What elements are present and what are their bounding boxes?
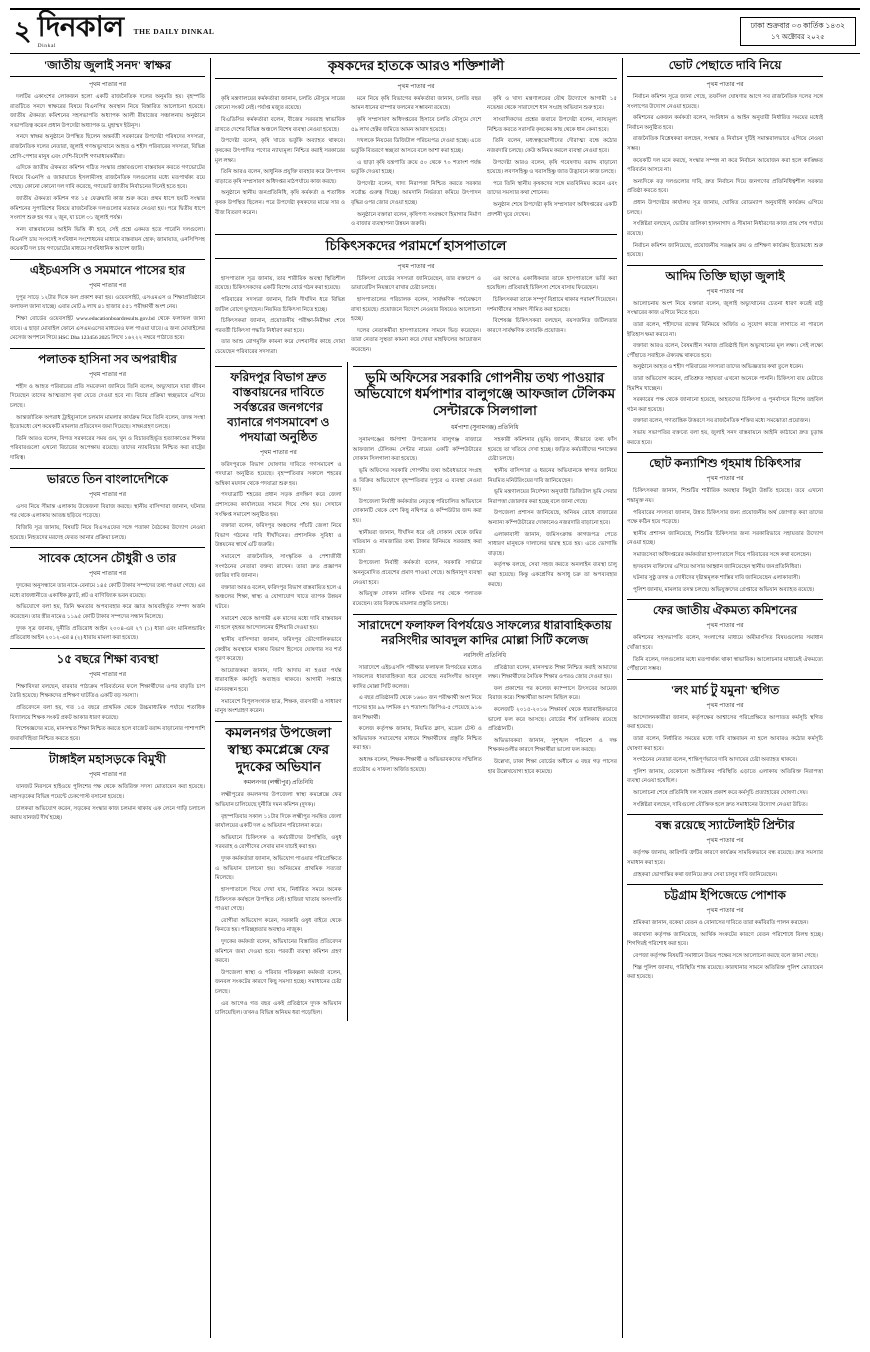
- headline: ফরিদপুর বিভাগ দ্রুত বাস্তবায়নের দাবিতে সর্বস্তরের জনগণের ব্যানারে গণসমাবেশ ও পদযাত্রা অনুষ্ঠিত: [227, 369, 330, 444]
- paragraph: ভূমি অফিসের সরকারি গোপনীয় তথ্য অবৈধভাবে সংগ্রহ ও বিক্রির অভিযোগে বৃহস্পতিবার দুপুরে এ ব্যবস্থা নেওয়া হয়।: [352, 468, 482, 494]
- date-box: [740, 17, 856, 45]
- paragraph: অনুষ্ঠানে বক্তারা বলেন, কৃষিপণ্য সংরক্ষণে হিমাগার নির্মাণ ও বাজার ব্যবস্থাপনা উন্নয়ন জরুরি।: [351, 211, 481, 228]
- article-body: [10, 93, 205, 255]
- paragraph: বিশেষজ্ঞ চিকিৎসকরা বলছেন, বয়সজনিত জটিলতার কারণে সার্বক্ষণিক তদারকি প্রয়োজন।: [487, 318, 617, 334]
- paragraph: পুলিশ জানায়, মামলার তদন্ত চলছে। অভিযুক্তদের গ্রেপ্তারে অভিযান অব্যাহত রয়েছে।: [633, 586, 815, 593]
- paragraph: সভায় সভাপতির বক্তব্যে বলা হয়, জুলাই সনদ বাস্তবায়নে আইনি কাঠামো দ্রুত চূড়ান্ত করতে হবে।: [627, 430, 823, 446]
- masthead-right: [630, 10, 860, 53]
- paragraph: সমাবেশ থেকে আগামী এক মাসের মধ্যে দাবি বাস্তবায়ন না হলে বৃহত্তর আন্দোলনের হুঁশিয়ারি দেওয়া হয়।: [215, 615, 342, 632]
- headline: সারাদেশে ফলাফল বিপর্যয়েও সাফল্যের ধারাবাহিকতায় নরসিংদীর আবদুল কাদির মোল্লা সিটি কলেজ: [358, 617, 612, 647]
- article-palatak-hasina: [10, 348, 205, 464]
- paragraph: চিকিৎসকরা জানান, শিশুটির শারীরিক অবস্থার কিছুটা উন্নতি হয়েছে। তবে এখনো শঙ্কামুক্ত নয়।: [627, 488, 823, 504]
- paragraph: উপজেলা নির্বাহী কর্মকর্তার নেতৃত্বে পরিচালিত অভিযানে দোকানটি থেকে বেশ কিছু নথিপত্র ও কম্পিউটার জব্দ করা হয়।: [352, 498, 482, 525]
- byline: নরসিংদী প্রতিনিধি: [463, 652, 507, 659]
- article-tangail-mohasarak: [10, 748, 205, 823]
- rule: [10, 547, 205, 548]
- masthead-left: [10, 10, 225, 53]
- headline: ভোট পেছাতে দাবি নিয়ে: [668, 58, 782, 72]
- paragraph: শিক্ষা বোর্ডের ওয়েবসাইট www.educationboardresults.gov.bd থেকে ফলাফল জানা যাবে। এ ছাড়া মোবাইল ফোনে এসএমএসের মাধ্যমেও ফল পাওয়া যাবে। এ জন্য মোবাইলের মেসেজ অপশনে গিয়ে HSC Dha 123456 2025 লিখে ১৬২২২ নম্বরে পাঠাতে হবে।: [10, 315, 205, 342]
- masthead-spacer: [225, 10, 630, 53]
- article-long-march-to-jamuna: [627, 679, 823, 810]
- paragraph: ফরিদপুরকে বিভাগ ঘোষণার দাবিতে গণসমাবেশ ও পদযাত্রা অনুষ্ঠিত হয়েছে। বৃহস্পতিবার সকালে শহরের অম্বিকা ময়দান থেকে পদযাত্রা শুরু হয়।: [215, 461, 342, 487]
- paragraph: রোগীরা অভিযোগ করেন, সরকারি ওষুধ বাইরে থেকে কিনতে হয়। পরিচ্ছন্নতার অবস্থাও নাজুক।: [215, 917, 342, 934]
- paragraph: উপজেলা প্রশাসন জানিয়েছে, অনিয়ম রোধে বাজারের অন্যান্য কম্পিউটারের দোকানেও নজরদারি বাড়ানো হবে।: [487, 510, 617, 527]
- paragraph: প্রধান উপদেষ্টার কার্যালয় সূত্র জানায়, ঘোষিত রোডম্যাপ অনুযায়ীই কার্যক্রম এগিয়ে চলছে।: [627, 200, 823, 216]
- paragraph: তারা বলেন, নির্ধারিত সময়ের মধ্যে দাবি বাস্তবায়ন না হলে আবারও কঠোর কর্মসূচি ঘোষণা করা হবে।: [627, 736, 823, 752]
- paragraph: শ্রমিকরা জানান, বকেয়া বেতন ও বোনাসের দাবিতে তারা কর্মবিরতি পালন করছেন।: [633, 920, 809, 927]
- byline: পৃথম পাতার পর: [397, 83, 435, 90]
- article-faridpur-bibhag: [215, 362, 342, 1021]
- headline: 'জাতীয় জুলাই সনদ' স্বাক্ষর: [43, 58, 172, 72]
- headline: ১৫ বছরে শিক্ষা ব্যবস্থা: [56, 651, 159, 666]
- article-bharate-tin-bangladeshi: [10, 468, 205, 543]
- paragraph: শহীদ ও আহত পরিবারের প্রতি সমবেদনা জানিয়ে তিনি বলেন, অভ্যুত্থানে যারা জীবন দিয়েছেন তাদের আত্মত্যাগ বৃথা যেতে দেওয়া হবে না। বিচার প্রক্রিয়া স্বচ্ছভাবে এগিয়ে চলছে।: [10, 383, 205, 410]
- paragraph: দখলকে নিয়মের ডিজিটাল পরিচয়পত্র দেওয়া হচ্ছে। এতে ভর্তুকি বিতরণে স্বচ্ছতা আসবে বলে আশা করা হচ্ছে।: [351, 138, 481, 154]
- byline: পৃথম পাতার পর: [88, 82, 127, 88]
- paragraph: স্থানীয় বাসিন্দারা এ ধরনের অভিযানকে স্বাগত জানিয়ে নিয়মিত মনিটরিংয়ের দাবি জানিয়েছেন।: [487, 468, 617, 484]
- rule: [10, 748, 205, 749]
- rule: [627, 452, 823, 453]
- article-bondho-satellite-printer: [627, 814, 823, 880]
- paragraph: নির্বাচন কমিশন সূত্রে জানা গেছে, তফসিল ঘোষণার আগে সব রাজনৈতিক দলের সঙ্গে সংলাপের উদ্যোগ নেওয়া হয়েছে।: [627, 94, 823, 110]
- paragraph: আলোচনায় অংশ নিয়ে বক্তারা বলেন, জুলাই অভ্যুত্থানের চেতনা ধারণ করেই রাষ্ট্র সংস্কারের কাজ এগিয়ে নিতে হবে।: [627, 300, 823, 317]
- paragraph: সরকারের পক্ষ থেকে জানানো হয়েছে, আহতদের চিকিৎসা ও পুনর্বাসনে বিশেষ তহবিল গঠন করা হয়েছে।: [627, 397, 823, 413]
- paragraph: বক্তারা বলেন, ফরিদপুর অঞ্চলের পাঁচটি জেলা নিয়ে বিভাগ গঠনের দাবি দীর্ঘদিনের। প্রশাসনিক সুবিধা ও উন্নয়নের স্বার্থে এটি জরুরি।: [215, 523, 342, 549]
- headline: ভূমি অফিসের সরকারি গোপনীয় তথ্য পাওয়ার অভিযোগে ধর্মপাশার বালুগঞ্জে আফজাল টেলিকম সেন্টারকে সিলগালা: [354, 369, 616, 419]
- paragraph: আন্তর্জাতিক অপরাধ ট্রাইব্যুনালে চলমান মামলার কার্যক্রম নিয়ে তিনি বলেন, তদন্ত সংস্থা ইতোমধ্যে বেশ কয়েকটি মামলার প্রতিবেদন জমা দিয়েছে। সাক্ষ্যগ্রহণ চলছে।: [10, 414, 205, 431]
- article-body: [353, 664, 617, 779]
- paragraph: দুদক সূত্র জানায়, দুর্নীতি প্রতিরোধ আইন ২০০৪-এর ২৭ (১) ধারা এবং মানিলন্ডারিং প্রতিরোধ আইন ২০১২-এর ৪ (২) ধারায় মামলা করা হয়েছে।: [10, 625, 205, 642]
- paragraph: প্রতিবেদনে বলা হয়, গত ১৫ বছরে প্রাথমিক থেকে উচ্চমাধ্যমিক পর্যায়ে শতাধিক বিদ্যালয়ে শিক্ষক সংকট প্রকট আকার ধারণ করেছে।: [10, 704, 205, 721]
- rule: [627, 884, 823, 885]
- headline: ফের জাতীয় ঐকমত্য কমিশনের: [652, 603, 798, 618]
- rule: [215, 258, 617, 259]
- column-divider: [210, 58, 211, 1338]
- logo-subtext: Dinkal: [37, 43, 57, 49]
- byline: পৃথম পাতার পর: [706, 838, 744, 845]
- rule: [353, 614, 617, 615]
- byline: পৃথম পাতার পর: [706, 82, 744, 88]
- paragraph: পরিবারের সদস্যরা জানান, তিনি দীর্ঘদিন ধরে বিভিন্ন জটিল রোগে ভুগছেন। নিয়মিত চিকিৎসা নিতে হচ্ছে।: [215, 296, 345, 313]
- paragraph: কৃষি মন্ত্রণালয়ের কর্মকর্তারা জানান, চলতি মৌসুমে সারের কোনো সংকট নেই। পর্যাপ্ত মজুত রয়েছে।: [215, 95, 345, 112]
- paragraph: হাসপাতালের পরিচালক বলেন, সার্বক্ষণিক পর্যবেক্ষণে রাখা হয়েছে। প্রয়োজনে বিদেশে নেওয়ার বিষয়েও আলোচনা হচ্ছে।: [351, 296, 481, 323]
- article-hsc-pass-rate: [10, 259, 205, 344]
- article-body: [353, 436, 617, 609]
- page-number: ২: [14, 16, 32, 46]
- article-body: [215, 275, 617, 358]
- column-divider: [347, 362, 348, 1021]
- paragraph: চিকিৎসকরা তাকে সম্পূর্ণ বিশ্রামে থাকার পরামর্শ দিয়েছেন। দর্শনার্থীদের সাক্ষাৎ সীমিত করা হয়েছে।: [487, 296, 617, 313]
- rule: [627, 679, 823, 680]
- article-adim-tikti-july: [627, 265, 823, 449]
- article-body: [627, 919, 823, 983]
- paragraph: বেপজা কর্তৃপক্ষ বিষয়টি সমাধানে উভয় পক্ষের সঙ্গে আলোচনা করছে বলে জানা গেছে।: [633, 952, 818, 959]
- paragraph: হাসপাতালে গিয়ে দেখা যায়, নির্ধারিত সময়ে অনেক চিকিৎসক কর্মস্থলে উপস্থিত নেই। হাজিরা খাতায় অসংগতি পাওয়া গেছে।: [215, 886, 342, 913]
- paragraph: অনুষ্ঠান শেষে উপদেষ্টা কৃষি সম্প্রসারণ অধিদপ্তরের একটি প্রদর্শনী ঘুরে দেখেন।: [487, 201, 617, 218]
- paragraph: আলোচনা শেষে প্রতিনিধি দল সন্তোষ প্রকাশ করে কর্মসূচি প্রত্যাহারের ঘোষণা দেয়।: [633, 790, 808, 797]
- paragraph: বিএডিসির কর্মকর্তারা বলেন, বীজের সরবরাহ স্বাভাবিক রাখতে দেশের বিভিন্ন অঞ্চলে বিশেষ ব্যবস্থা নেওয়া হয়েছে।: [215, 117, 345, 133]
- byline: পৃথম পাতার পর: [88, 772, 127, 779]
- paragraph: সমাজসেবা অধিদপ্তরের কর্মকর্তারা হাসপাতালে গিয়ে পরিবারের সঙ্গে কথা বলেছেন।: [633, 551, 812, 558]
- paragraph: এ বছর প্রতিষ্ঠানটি থেকে ১৬৬০ জন পরীক্ষার্থী অংশ নিয়ে পাসের হার ৯৯ দশমিক ৫৭ শতাংশ। জিপিএ-৫ পেয়েছে ৯১৬ জন শিক্ষার্থী।: [352, 695, 482, 721]
- paragraph: উপদেষ্টা আরও বলেন, কৃষি গবেষণায় বরাদ্দ বাড়ানো হয়েছে। লবণসহিষ্ণু ও খরাসহিষ্ণু জাত উদ্ভাবনে কাজ চলছে।: [487, 159, 617, 176]
- byline: পৃথম পাতার পর: [88, 282, 127, 289]
- headline: ভারতে তিন বাংলাদেশিকে: [46, 471, 169, 486]
- paragraph: শিল্প পুলিশ জানায়, পরিস্থিতি শান্ত রয়েছে। কারখানার সামনে অতিরিক্ত পুলিশ মোতায়েন করা হয়েছে।: [627, 964, 823, 981]
- paragraph: দুপুর সাড়ে ১২টার দিকে ফল প্রকাশ করা হয়। ওয়েবসাইট, এসএমএস ও শিক্ষাপ্রতিষ্ঠানে ফলাফল জানা যাচ্ছে। এবার মোট ৯ লাখ ৪১ হাজার ৫৫১ পরীক্ষার্থী অংশ নেয়।: [10, 294, 205, 311]
- paragraph: অভিযানে চিকিৎসক ও কর্মচারীদের উপস্থিতি, ওষুধ সরবরাহ ও রোগীদের সেবার মান যাচাই করা হয়।: [215, 834, 342, 851]
- rule: [10, 348, 205, 349]
- article-body: [215, 461, 342, 717]
- headline: এইচএসসি ও সমমানে পাসের হার: [29, 262, 186, 277]
- paragraph: মনে নিয়ে কৃষি বিভাগের কর্মকর্তারা জানান, চলতি বছর আমন ধানের বাম্পার ফলনের সম্ভাবনা রয়েছে।: [351, 95, 481, 112]
- paragraph: এলাকাবাসী জানান, জমিসংক্রান্ত কাগজপত্র পেতে সাধারণ মানুষকে দালালের দ্বারস্থ হতে হয়। এতে ভোগান্তি বাড়ছে।: [487, 531, 617, 557]
- paragraph: সুনামগঞ্জের ধর্মপাশা উপজেলার বালুগঞ্জ বাজারে আফজাল টেলিকম সেন্টার নামের একটি কম্পিউটারের দোকান সিলগালা করা হয়েছে।: [352, 437, 482, 463]
- headline: বন্ধ রয়েছে স্যাটেলাইট প্রিন্টার: [655, 818, 795, 833]
- paragraph: স্থানীয় প্রশাসন জানিয়েছে, শিশুটির চিকিৎসার জন্য সরকারিভাবে সহায়তার উদ্যোগ নেওয়া হচ্ছে।: [627, 530, 823, 547]
- paragraph: এর আগেও একাধিকবার তাকে হাসপাতালে ভর্তি করা হয়েছিল। প্রতিবারই চিকিৎসা শেষে বাসায় ফিরেছেন।: [487, 275, 617, 292]
- paragraph: সংশ্লিষ্টরা বলছেন, দাবিগুলো যৌক্তিক হলে দ্রুত সমাধানের উদ্যোগ নেওয়া উচিত।: [633, 801, 808, 808]
- byline: ধর্মপাশা (সুনামগঞ্জ) প্রতিনিধি: [451, 425, 519, 432]
- paragraph: পরে তিনি স্থানীয় কৃষকদের সঙ্গে মতবিনিময় করেন এবং তাদের সমস্যার কথা শোনেন।: [487, 180, 617, 197]
- article-body: [10, 383, 205, 464]
- paragraph: উপদেষ্টা বলেন, খাদ্য নিরাপত্তা নিশ্চিত করতে সরকার সর্বোচ্চ গুরুত্ব দিচ্ছে। আমদানি নির্ভরতা কমিয়ে উৎপাদন বৃদ্ধির ওপর জোর দেওয়া হচ্ছে।: [351, 180, 481, 206]
- paragraph: সাংবাদিকদের প্রশ্নের জবাবে উপদেষ্টা বলেন, ন্যায্যমূল্য নিশ্চিত করতে সরাসরি কৃষকের কাছ থেকে ধান কেনা হবে।: [487, 117, 617, 133]
- byline: পৃথম পাতার পর: [88, 671, 127, 678]
- headline: কমলনগর উপজেলা স্বাস্থ্য কমপ্লেক্সে ফের দুদকের অভিযান: [225, 724, 332, 774]
- paragraph: জাতীয় ঐকমত্য কমিশন গত ১৫ ফেব্রুয়ারি কাজ শুরু করে। প্রথম ধাপে ছয়টি সংস্কার কমিশনের সুপারিশের বিষয়ে রাজনৈতিক দলগুলোর মতামত নেওয়া হয়। পরে দ্বিতীয় ধাপে সংলাপ শুরু হয় গত ২ জুন, যা চলে ৩১ জুলাই পর্যন্ত।: [10, 196, 205, 222]
- article-bhumi-office: [353, 362, 617, 1021]
- column-4: [627, 58, 823, 1338]
- paragraph: স্থানীয়রা জানান, দীর্ঘদিন ধরে ওই দোকান থেকে জমির খতিয়ান ও নামজারির তথ্য টাকার বিনিময়ে সরবরাহ করা হতো।: [352, 529, 482, 555]
- article-body: [627, 300, 823, 449]
- article-vote-pechate-dabi: [627, 58, 823, 261]
- paragraph: প্রতিষ্ঠাতা বলেন, মানসম্মত শিক্ষা নিশ্চিত করাই আমাদের লক্ষ্য। শিক্ষার্থীদের নৈতিক শিক্ষার ওপরও জোর দেওয়া হয়।: [487, 664, 617, 681]
- headline: চিকিৎসকদের পরামর্শে হাসপাতালে: [325, 237, 507, 253]
- headline: টাঙ্গাইল মহাসড়কে বিমুখী: [49, 752, 166, 767]
- paragraph: কমিশনের সহসভাপতি বলেন, সংলাপের মাধ্যমে অমীমাংসিত বিষয়গুলোর সমাধান খোঁজা হবে।: [627, 635, 823, 651]
- paragraph: অভিভাবকরা জানান, সুশৃঙ্খল পরিবেশ ও দক্ষ শিক্ষকমণ্ডলীর কারণে শিক্ষার্থীরা ভালো ফল করছে।: [487, 737, 617, 754]
- paragraph: কয়েকটি দল মনে করছে, সংস্কার সম্পন্ন না করে নির্বাচন আয়োজন করা হলে কাঙ্ক্ষিত পরিবর্তন আসবে না।: [627, 157, 823, 174]
- paragraph: লক্ষ্মীপুরের কমলনগর উপজেলা স্বাস্থ্য কমপ্লেক্সে ফের অভিযান চালিয়েছে দুর্নীতি দমন কমিশন (দুদক)।: [215, 792, 342, 809]
- headline: পলাতক হাসিনা সব অপরাধীর: [38, 351, 177, 366]
- rule: [627, 265, 823, 266]
- paragraph: চিকিৎসকরা জানান, প্রয়োজনীয় পরীক্ষা-নিরীক্ষা শেষে পরবর্তী চিকিৎসা পদ্ধতি নির্ধারণ করা হবে।: [215, 318, 345, 334]
- rule: [10, 648, 205, 649]
- paragraph: হাসপাতাল সূত্র জানায়, তার শারীরিক অবস্থা স্থিতিশীল রয়েছে। চিকিৎসকদের একটি বিশেষ বোর্ড গঠন করা হয়েছে।: [215, 275, 345, 292]
- rule: [215, 366, 342, 367]
- paragraph: তিনি বলেন, মধ্যস্বত্বভোগীদের দৌরাত্ম্য বন্ধে কঠোর নজরদারি চলছে। কেউ অনিয়ম করলে ব্যবস্থা নেওয়া হবে।: [487, 138, 617, 154]
- paragraph: কারখানা কর্তৃপক্ষ জানিয়েছে, আর্থিক সংকটের কারণে বেতন পরিশোধে বিলম্ব হচ্ছে। শিগগিরই পরিশোধ করা হবে।: [627, 931, 823, 948]
- paragraph: স্থানীয় বাসিন্দারা জানান, ফরিদপুর ভৌগোলিকভাবে কেন্দ্রীয় অবস্থানে থাকায় বিভাগ হিসেবে ঘোষণার সব শর্ত পূরণ করেছে।: [215, 636, 342, 663]
- paragraph: অভিযুক্ত দোকান মালিক ঘটনার পর থেকে পলাতক রয়েছেন। তার বিরুদ্ধে মামলার প্রস্তুতি চলছে।: [352, 591, 482, 607]
- paragraph: কলেজটি ২০১৫-২০১৬ শিক্ষাবর্ষ থেকে ধারাবাহিকভাবে ভালো ফল করে আসছে। বোর্ডের শীর্ষ তালিকায় রয়েছে প্রতিষ্ঠানটি।: [487, 706, 617, 733]
- article-body: [627, 634, 823, 674]
- paragraph: পরিবারের সদস্যরা জানান, উন্নত চিকিৎসার জন্য প্রয়োজনীয় অর্থ জোগাড় করা তাদের পক্ষে কঠিন হয়ে পড়েছে।: [627, 509, 823, 526]
- paragraph: এ ছাড়া কৃষি যন্ত্রপাতি ক্রয়ে ৫০ থেকে ৭০ শতাংশ পর্যন্ত ভর্তুকি দেওয়া হচ্ছে।: [351, 159, 481, 176]
- headline: সাবেক হোসেন চৌধুরী ও তার: [38, 551, 177, 566]
- paragraph: উপদেষ্টা বলেন, কৃষি খাতে ভর্তুকি অব্যাহত থাকবে। কৃষকের উৎপাদিত পণ্যের ন্যায্যমূল্য নিশ্চিত করাই সরকারের মূল লক্ষ্য।: [215, 138, 345, 164]
- paragraph: সহকারী কমিশনার (ভূমি) জানান, কীভাবে তথ্য ফাঁস হয়েছে তা খতিয়ে দেখা হচ্ছে। জড়িত কর্মচারীদের শনাক্তের চেষ্টা চলছে।: [487, 437, 617, 463]
- paragraph: সারাদেশে এইচএসসি পরীক্ষার ফলাফল বিপর্যয়ের মধ্যেও সাফল্যের ধারাবাহিকতা ধরে রেখেছে নরসিংদীর আবদুল কাদির মোল্লা সিটি কলেজ।: [352, 664, 482, 690]
- paragraph: আয়োজকরা জানান, দাবি আদায় না হওয়া পর্যন্ত ধারাবাহিক কর্মসূচি অব্যাহত থাকবে। আগামী সপ্তাহে মানববন্ধন হবে।: [215, 667, 342, 693]
- paragraph: দুদক কর্মকর্তারা জানান, অভিযোগ পাওয়ার পরিপ্রেক্ষিতে এ অভিযান চালানো হয়। অনিয়মের প্রাথমিক সত্যতা মিলেছে।: [215, 856, 342, 882]
- article-chhoto-kanyashishu: [627, 452, 823, 595]
- rule: [10, 468, 205, 469]
- article-body: [10, 582, 205, 644]
- article-krishakder-hatke: [215, 58, 617, 230]
- paragraph: আন্দোলনকারীরা জানান, কর্তৃপক্ষের আশ্বাসের পরিপ্রেক্ষিতে আপাতত কর্মসূচি স্থগিত করা হয়েছে।: [627, 714, 823, 731]
- paragraph: সমাবেশে বিপুলসংখ্যক ছাত্র, শিক্ষক, ব্যবসায়ী ও সাধারণ মানুষ অংশগ্রহণ করেন।: [215, 698, 342, 715]
- paragraph: হৃদয়বান ব্যক্তিদের এগিয়ে আসার আহ্বান জানিয়েছেন স্থানীয় জনপ্রতিনিধিরা।: [633, 563, 801, 570]
- column-1: [10, 58, 205, 1338]
- paragraph: অন্যদিকে বড় দলগুলোর দাবি, দ্রুত নির্বাচন দিয়ে জনগণের প্রতিনিধিত্বশীল সরকার প্রতিষ্ঠা করতে হবে।: [627, 178, 823, 195]
- byline: পৃথম পাতার পর: [88, 371, 127, 378]
- rule: [353, 366, 617, 367]
- byline: পৃথম পাতার পর: [88, 491, 127, 498]
- logo-wrap: [38, 14, 124, 49]
- rule: [627, 814, 823, 815]
- paragraph: বক্তারা বলেন, গণতান্ত্রিক উত্তরণে সব রাজনৈতিক শক্তির মধ্যে সমঝোতা প্রয়োজন।: [633, 418, 811, 425]
- headline: 'লং মার্চ টু যমুনা' স্থগিত: [670, 682, 780, 697]
- paragraph: সনদে স্বাক্ষর অনুষ্ঠানে উপস্থিত ছিলেন অন্তর্বর্তী সরকারের উপদেষ্টা পরিষদের সদস্যরা, রাজনৈতিক দলের নেতারা, জুলাই গণঅভ্যুত্থানে আহত ও শহীদ পরিবারের সদস্যরা, বিভিন্ন শ্রেণি-পেশার মানুষ এবং দেশি-বিদেশি গণমাধ্যমকর্মীরা।: [10, 134, 205, 160]
- paragraph: তার আশু রোগমুক্তি কামনা করে দেশবাসীর কাছে দোয়া চেয়েছেন পরিবারের সদস্যরা।: [215, 339, 345, 355]
- column-2: [215, 58, 617, 1338]
- article-body: [627, 714, 823, 810]
- paragraph: পুলিশ জানায়, যেকোনো অপ্রীতিকর পরিস্থিতি এড়াতে এলাকায় অতিরিক্ত নিরাপত্তা ব্যবস্থা নেওয়া হয়েছিল।: [627, 768, 823, 785]
- paragraph: যানজট নিরসনে হাইওয়ে পুলিশের পক্ষ থেকে অতিরিক্ত সদস্য মোতায়েন করা হয়েছে। মহাসড়কের বিভিন্ন পয়েন্টে চেকপোস্ট বসানো হয়েছে।: [10, 784, 205, 801]
- paragraph: কমিশনের একজন কর্মকর্তা বলেন, সংবিধান ও আইন অনুযায়ী নির্ধারিত সময়ের মধ্যেই নির্বাচন অনুষ্ঠিত হবে।: [627, 115, 823, 131]
- paragraph: দলের নেতাকর্মীরা হাসপাতালের সামনে ভিড় করেছেন। তারা নেতার সুস্থতা কামনা করে দোয়া মাহফিলের আয়োজন করেছেন।: [351, 327, 481, 353]
- byline: পৃথম পাতার পর: [706, 702, 744, 709]
- byline: পৃথম পাতার পর: [706, 476, 744, 483]
- rule: [215, 234, 617, 235]
- paragraph: এদিকে জাতীয় ঐকমত্য কমিশন গঠিত সংস্কার প্রস্তাবগুলো বাস্তবায়ন করতে গণভোটের বিষয়ে বিএনপি ও জামায়াতে ইসলামীসহ রাজনৈতিক দলগুলোর মধ্যে মতপার্থক্য রয়ে গেছে। কোনো কোনো দল দাবি করেছে, গণভোট জাতীয় নির্বাচনের দিনেই হতে হবে।: [10, 165, 205, 191]
- paragraph: কলেজ কর্তৃপক্ষ জানায়, নিয়মিত ক্লাস, মডেল টেস্ট ও অভিভাবক সমাবেশের মাধ্যমে শিক্ষার্থীদের প্রস্তুতি নিশ্চিত করা হয়।: [352, 726, 482, 752]
- rule: [627, 599, 823, 600]
- article-sabek-hossain-chowdhury: [10, 547, 205, 644]
- article-fer-jatiya-oikyomotto: [627, 599, 823, 674]
- paragraph: পদযাত্রাটি শহরের প্রধান সড়ক প্রদক্ষিণ করে জেলা প্রশাসকের কার্যালয়ের সামনে গিয়ে শেষ হয়। সেখানে সংক্ষিপ্ত সমাবেশ অনুষ্ঠিত হয়।: [215, 492, 342, 518]
- article-body: [215, 791, 342, 1018]
- english-title: THE DAILY DINKAL: [133, 27, 215, 36]
- paragraph: ঘটনার সুষ্ঠু তদন্ত ও দোষীদের দৃষ্টান্তমূলক শাস্তির দাবি জানিয়েছেন এলাকাবাসী।: [633, 575, 801, 582]
- paragraph: উল্লেখ্য, ঢাকা শিক্ষা বোর্ডের অধীনে এ বছর গড় পাসের হার উল্লেখযোগ্য হারে কমেছে।: [487, 759, 617, 775]
- paragraph: দুদকের অনুসন্ধানে তার নামে-বেনামে ১৪৫ কোটি টাকার সম্পদের তথ্য পাওয়া গেছে। এর মধ্যে রাজধানীতে একাধিক ফ্ল্যাট, প্লট ও বাণিজ্যিক ভবন রয়েছে।: [10, 583, 205, 599]
- article-body: [10, 783, 205, 823]
- paragraph: শিক্ষাবিদরা বলছেন, বারবার পাঠ্যক্রম পরিবর্তনের ফলে শিক্ষার্থীদের ওপর বাড়তি চাপ তৈরি হয়েছে। শিক্ষকদের প্রশিক্ষণ ঘাটতিও একটি বড় সমস্যা।: [10, 683, 205, 700]
- rule: [215, 721, 342, 722]
- article-chittagong-epz-poshak: [627, 884, 823, 983]
- article-body: [627, 849, 823, 880]
- paragraph: কৃষি ও খাদ্য মন্ত্রণালয়ের যৌথ উদ্যোগে আগামী ১৫ নভেম্বর থেকে সারাদেশে ধান সংগ্রহ অভিযান শুরু হবে।: [487, 95, 617, 112]
- paragraph: রাজনৈতিক বিশ্লেষকরা বলছেন, সংস্কার ও নির্বাচন দুটিই সমান্তরালভাবে এগিয়ে নেওয়া সম্ভব।: [627, 136, 823, 153]
- paragraph: তিনি আরও বলেন, আধুনিক প্রযুক্তি ব্যবহার করে উৎপাদন বাড়াতে কৃষি সম্প্রসারণ অধিদপ্তর মাঠপর্যায়ে কাজ করছে।: [215, 169, 345, 185]
- paragraph: এসব নিয়ে সীমান্ত এলাকায় উত্তেজনা বিরাজ করছে। স্থানীয় বাসিন্দারা জানান, ঘটনার পর থেকে এলাকায় আতঙ্ক ছড়িয়ে পড়েছে।: [10, 503, 205, 520]
- byline: পৃথম পাতার পর: [706, 623, 744, 630]
- article-body: [10, 294, 205, 344]
- byline: পৃথম পাতার পর: [706, 908, 744, 915]
- byline: পৃথম পাতার পর: [397, 263, 435, 270]
- paragraph: সমাবেশে রাজনৈতিক, সাংস্কৃতিক ও পেশাজীবী সংগঠনের নেতারা বক্তব্য রাখেন। তারা দ্রুত প্রজ্ঞাপন জারির দাবি জানান।: [215, 554, 342, 580]
- paragraph: ফল প্রকাশের পর কলেজ ক্যাম্পাসে উৎসবের আমেজ বিরাজ করে। শিক্ষার্থীরা আনন্দ মিছিল করে।: [487, 685, 617, 702]
- paragraph: ভূমি মন্ত্রণালয়ের নির্দেশনা অনুযায়ী ডিজিটাল ভূমি সেবার নিরাপত্তা জোরদার করা হচ্ছে বলে জানা গেছে।: [487, 489, 617, 505]
- paragraph: সংগঠনের নেতারা বলেন, শান্তিপূর্ণভাবে দাবি আদায়ের চেষ্টা অব্যাহত থাকবে।: [633, 757, 798, 764]
- byline: পৃথম পাতার পর: [88, 571, 127, 578]
- rule: [627, 76, 823, 77]
- rule: [10, 76, 205, 77]
- paragraph: বক্তারা আরও বলেন, ফরিদপুর বিভাগ বাস্তবায়িত হলে এ অঞ্চলের শিক্ষা, স্বাস্থ্য ও যোগাযোগ খাতে ব্যাপক উন্নয়ন ঘটবে।: [215, 584, 342, 611]
- paragraph: কৃষি সম্প্রসারণ অধিদপ্তরের হিসাবে চলতি মৌসুমে দেশে ৫৯ লাখ হেক্টর জমিতে আমন আবাদ হয়েছে।: [351, 117, 481, 133]
- paragraph: কর্তৃপক্ষ জানায়, কারিগরি ত্রুটির কারণে কার্যক্রম সাময়িকভাবে বন্ধ রয়েছে। দ্রুত সমস্যার সমাধান করা হবে।: [627, 850, 823, 866]
- article-chikitsokder-poramorshe: [215, 234, 617, 358]
- byline: পৃথম পাতার পর: [706, 288, 744, 295]
- paragraph: সংশ্লিষ্টরা বলছেন, ভোটার তালিকা হালনাগাদ ও সীমানা নির্ধারণের কাজ প্রায় শেষ পর্যায়ে রয়েছে।: [627, 221, 823, 237]
- paragraph: অভিযোগে বলা হয়, তিনি ক্ষমতার অপব্যবহার করে জ্ঞাত আয়বহির্ভূত সম্পদ অর্জন করেছেন। তার স্ত্রীর নামেও ১১৯৫ কোটি টাকার সম্পদের সন্ধান মিলেছে।: [10, 604, 205, 620]
- newspaper-logo: দিনকাল: [37, 12, 124, 43]
- paragraph: বিজিবি সূত্র জানায়, বিষয়টি নিয়ে বিএসএফের সঙ্গে পতাকা বৈঠকের উদ্যোগ নেওয়া হয়েছে। নিহতদের মরদেহ ফেরত আনার প্রক্রিয়া চলছে।: [10, 524, 205, 541]
- paragraph: অনুষ্ঠানে স্থানীয় জনপ্রতিনিধি, কৃষি কর্মকর্তা ও শতাধিক কৃষক উপস্থিত ছিলেন। পরে উপদেষ্টা কৃষকদের মাঝে সার ও বীজ বিতরণ করেন।: [215, 190, 345, 216]
- paragraph: সনদ বাস্তবায়নের আইনি ভিত্তি কী হবে, সেই প্রশ্নে একমত হতে পারেনি দলগুলো। বিএনপি চায় সংসদেই সংবিধান সংশোধনের মাধ্যমে বাস্তবায়ন হোক; জামায়াত, এনসিপিসহ কয়েকটি দল চায় গণভোটের মাধ্যমে সাংবিধানিক আদেশ জারি।: [10, 226, 205, 253]
- article-15-bochhore-shikkha: [10, 648, 205, 745]
- byline: পৃথম পাতার পর: [259, 449, 297, 456]
- date-bangla: ঢাকা শুক্রবার ০৩ কার্তিক ১৪৩২: [750, 21, 845, 31]
- paragraph: অনুষ্ঠানে আহত ও শহীদ পরিবারের সদস্যরা তাদের অভিজ্ঞতার কথা তুলে ধরেন।: [633, 364, 804, 371]
- paragraph: চিকিৎসা বোর্ডের সদস্যরা জানিয়েছেন, তার রক্তচাপ ও ডায়াবেটিস নিয়ন্ত্রণে রাখার চেষ্টা চলছে।: [351, 275, 481, 292]
- paragraph: কর্তৃপক্ষ বলছে, সেবা সহজ করতে অনলাইন ব্যবস্থা চালু করা হয়েছে। কিন্তু একশ্রেণির অসাধু চক্র তা অপব্যবহার করছে।: [487, 562, 617, 588]
- headline: কৃষকদের হাতকে আরও শক্তিশালী: [327, 58, 505, 73]
- article-body: [627, 487, 823, 595]
- headline: চট্টগ্রাম ইপিজেডে পোশাক: [664, 888, 786, 903]
- page-content: [10, 58, 860, 1338]
- article-body: [627, 93, 823, 261]
- article-jatiya-july-sanad: [10, 58, 205, 255]
- rule: [215, 78, 617, 79]
- byline: কমলনগর (লক্ষ্মীপুর) প্রতিনিধি: [243, 780, 314, 787]
- paragraph: দুদকের কর্মকর্তা বলেন, অভিযানের বিস্তারিত প্রতিবেদন কমিশনে জমা দেওয়া হবে। পরবর্তী ব্যবস্থা কমিশন গ্রহণ করবে।: [215, 938, 342, 965]
- paragraph: তারা অভিযোগ করেন, প্রতিশ্রুত সহায়তা এখনো অনেকে পাননি। চিকিৎসা ব্যয় মেটাতে হিমশিম খাচ্ছেন।: [627, 376, 823, 392]
- lower-subgrid: [215, 362, 617, 1021]
- rule: [10, 259, 205, 260]
- article-body: [215, 95, 617, 230]
- headline: আদিম তিক্তি ছাড়া জুলাই: [665, 268, 785, 283]
- article-body: [10, 683, 205, 745]
- masthead: [10, 8, 860, 54]
- paragraph: দলটির একাংশের লোকজন হলো একটি রাজনৈতিক দলের অনুমতি হয়। বৃহস্পতি রাতটিতে সনদে স্বাক্ষরের বিষয়ে বিএনপির অবস্থান নিয়ে বিস্তারিত আলোচনা হয়েছে। জাতীয় ঐকমত্য কমিশনের সহসভাপতি অধ্যাপক আলী রীয়াজের সঞ্চালনায় অনুষ্ঠানে সভাপতিত্ব করেন প্রধান উপদেষ্টা অধ্যাপক ড. মুহাম্মদ ইউনূস।: [10, 94, 205, 129]
- paragraph: তারা বলেন, শহীদদের রক্তের বিনিময়ে অর্জিত এ সুযোগ কাজে লাগাতে না পারলে ইতিহাস ক্ষমা করবে না।: [627, 321, 823, 338]
- paragraph: গ্রাহকরা ভোগান্তির কথা জানিয়ে দ্রুত সেবা চালুর দাবি জানিয়েছেন।: [633, 871, 778, 878]
- paragraph: বৃহস্পতিবার সকাল ১১টার দিকে লক্ষ্মীপুর সমন্বিত জেলা কার্যালয়ের একটি দল এ অভিযান পরিচালনা করে।: [215, 813, 342, 830]
- paragraph: তিনি বলেন, দলগুলোর মধ্যে মতপার্থক্য থাকা স্বাভাবিক। আলোচনার মাধ্যমেই ঐকমত্যে পৌঁছানো সম্ভব।: [627, 656, 823, 673]
- column-divider: [622, 58, 623, 1338]
- paragraph: উপজেলা নির্বাহী কর্মকর্তা বলেন, সরকারি সার্ভারে অননুমোদিত প্রবেশের প্রমাণ পাওয়া গেছে। আইনানুগ ব্যবস্থা নেওয়া হবে।: [352, 560, 482, 586]
- date-english: ১৭ অক্টোবর ২০২৫: [771, 32, 825, 41]
- paragraph: তিনি আরও বলেন, বিগত সরকারের সময় গুম, খুন ও বিচারবহির্ভূত হত্যাকাণ্ডের শিকার পরিবারগুলো এখনো বিচারের অপেক্ষায় রয়েছে। তাদের ন্যায়বিচার নিশ্চিত করা রাষ্ট্রের দায়িত্ব।: [10, 435, 205, 462]
- paragraph: নির্বাচন কমিশন জানিয়েছে, প্রয়োজনীয় সরঞ্জাম ক্রয় ও প্রশিক্ষণ কার্যক্রম ইতোমধ্যে শুরু হয়েছে।: [627, 242, 823, 259]
- paragraph: এর আগেও গত বছর একই প্রতিষ্ঠানে দুদক অভিযান চালিয়েছিল। তখনও বিভিন্ন অনিয়ম ধরা পড়েছিল।: [215, 1000, 342, 1017]
- paragraph: অধ্যক্ষ বলেন, শিক্ষক-শিক্ষার্থী ও অভিভাবকদের সম্মিলিত প্রচেষ্টায় এ সাফল্য অর্জিত হয়েছে।: [352, 757, 482, 773]
- paragraph: উপজেলা স্বাস্থ্য ও পরিবার পরিকল্পনা কর্মকর্তা বলেন, জনবল সংকটের কারণে কিছু সমস্যা হচ্ছে। সমাধানের চেষ্টা চলছে।: [215, 969, 342, 995]
- paragraph: চালকরা অভিযোগ করেন, সড়কের সংস্কার কাজ চলমান থাকায় এক লেনে গাড়ি চলাচল করায় যানজট দীর্ঘ হচ্ছে।: [10, 805, 205, 822]
- article-body: [10, 503, 205, 543]
- paragraph: বক্তারা আরও বলেন, বৈষম্যহীন সমাজ প্রতিষ্ঠাই ছিল অভ্যুত্থানের মূল লক্ষ্য। সেই লক্ষ্যে পৌঁছাতে সবাইকে ঐক্যবদ্ধ থাকতে হবে।: [627, 343, 823, 359]
- headline: ছোট কন্যাশিশু গৃহমাধ চিকিৎসার: [649, 456, 801, 471]
- paragraph: বিশেষজ্ঞদের মতে, মানসম্মত শিক্ষা নিশ্চিত করতে হলে বাজেট বরাদ্দ বাড়ানোর পাশাপাশি জবাবদিহিতা নিশ্চিত করতে হবে।: [10, 726, 205, 742]
